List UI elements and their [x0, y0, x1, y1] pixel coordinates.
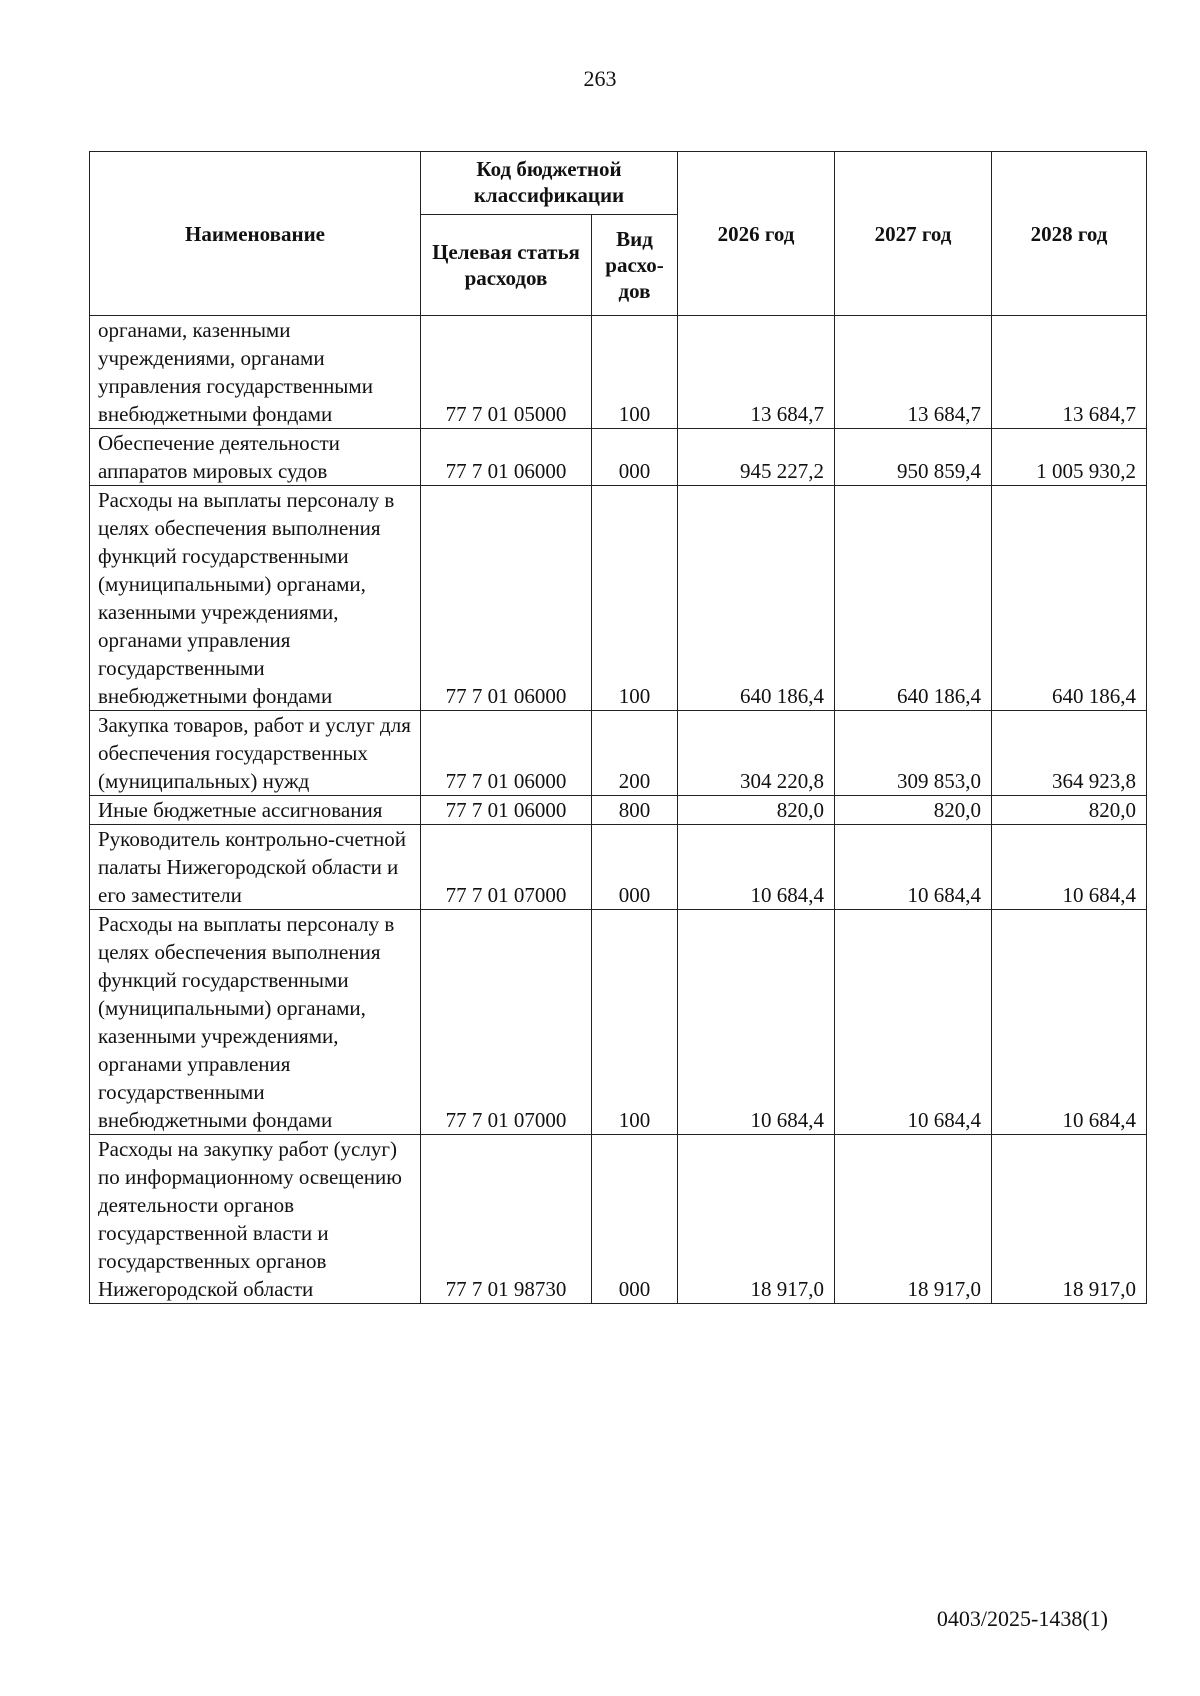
table-row	[90, 1135, 1147, 1304]
cell-2028: 13 684,7	[992, 316, 1147, 429]
cell-name: органами, казенными учреждениями, органами управления государственными внебюджетными фондами	[90, 316, 421, 429]
cell-2028: 820,0	[992, 796, 1147, 825]
cell-code: 77 7 01 07000	[421, 910, 592, 1135]
table-body	[90, 316, 1147, 1304]
cell-name: Руководитель контрольно-счетной палаты Нижегородской области и его заместители	[90, 825, 421, 910]
cell-code: 77 7 01 05000	[421, 316, 592, 429]
cell-code: 77 7 01 98730	[421, 1135, 592, 1304]
cell-2026: 945 227,2	[678, 429, 835, 486]
cell-2026: 820,0	[678, 796, 835, 825]
cell-code: 77 7 01 06000	[421, 711, 592, 796]
cell-code: 77 7 01 06000	[421, 429, 592, 486]
table-row	[90, 316, 1147, 429]
header-target-article: Целевая статья расходов	[421, 215, 592, 316]
cell-2027: 10 684,4	[835, 825, 992, 910]
cell-2026: 304 220,8	[678, 711, 835, 796]
cell-2027: 10 684,4	[835, 910, 992, 1135]
cell-kind: 200	[592, 711, 678, 796]
cell-kind: 100	[592, 486, 678, 711]
cell-kind: 100	[592, 910, 678, 1135]
header-expense-kind: Вид расхо- дов	[592, 215, 678, 316]
cell-code: 77 7 01 06000	[421, 486, 592, 711]
cell-2028: 1 005 930,2	[992, 429, 1147, 486]
header-year-2027: 2027 год	[835, 152, 992, 316]
cell-kind: 100	[592, 316, 678, 429]
cell-2027: 13 684,7	[835, 316, 992, 429]
cell-2026: 18 917,0	[678, 1135, 835, 1304]
cell-kind: 000	[592, 429, 678, 486]
cell-2028: 10 684,4	[992, 910, 1147, 1135]
cell-2026: 13 684,7	[678, 316, 835, 429]
table-row	[90, 429, 1147, 486]
cell-2027: 640 186,4	[835, 486, 992, 711]
cell-2027: 309 853,0	[835, 711, 992, 796]
cell-kind: 000	[592, 825, 678, 910]
header-year-2026: 2026 год	[678, 152, 835, 316]
budget-table	[89, 151, 1147, 1304]
cell-name: Закупка товаров, работ и услуг для обеспечения государственных (муниципальных) нужд	[90, 711, 421, 796]
table-row	[90, 910, 1147, 1135]
cell-2028: 640 186,4	[992, 486, 1147, 711]
cell-2027: 18 917,0	[835, 1135, 992, 1304]
cell-2028: 364 923,8	[992, 711, 1147, 796]
cell-name: Обеспечение деятельности аппаратов мировых судов	[90, 429, 421, 486]
table-header	[90, 152, 1147, 316]
cell-2026: 10 684,4	[678, 910, 835, 1135]
cell-code: 77 7 01 07000	[421, 825, 592, 910]
cell-2028: 18 917,0	[992, 1135, 1147, 1304]
document-code: 0403/2025-1438(1)	[936, 1606, 1108, 1631]
header-year-2028: 2028 год	[992, 152, 1147, 316]
table-row	[90, 796, 1147, 825]
cell-kind: 000	[592, 1135, 678, 1304]
header-name: Наименование	[90, 152, 421, 316]
cell-code: 77 7 01 06000	[421, 796, 592, 825]
table-row	[90, 711, 1147, 796]
cell-2028: 10 684,4	[992, 825, 1147, 910]
cell-name: Расходы на выплаты персоналу в целях обеспечения выполнения функций государственными (муниципальными) органами, казенными учреждениями, органами управления государственными внебюджетными фондами	[90, 910, 421, 1135]
cell-2027: 950 859,4	[835, 429, 992, 486]
table-row	[90, 486, 1147, 711]
cell-2026: 10 684,4	[678, 825, 835, 910]
cell-kind: 800	[592, 796, 678, 825]
table-row	[90, 825, 1147, 910]
cell-2027: 820,0	[835, 796, 992, 825]
cell-name: Расходы на выплаты персоналу в целях обеспечения выполнения функций государственными (муниципальными) органами, казенными учреждениями, органами управления государственными внебюджетными фондами	[90, 486, 421, 711]
header-budget-code-group: Код бюджетной классификации	[421, 152, 678, 215]
page-number: 263	[583, 66, 617, 91]
cell-2026: 640 186,4	[678, 486, 835, 711]
cell-name: Расходы на закупку работ (услуг) по информационному освещению деятельности органов государственной власти и государственных органов Нижегородской области	[90, 1135, 421, 1304]
cell-name: Иные бюджетные ассигнования	[90, 796, 421, 825]
